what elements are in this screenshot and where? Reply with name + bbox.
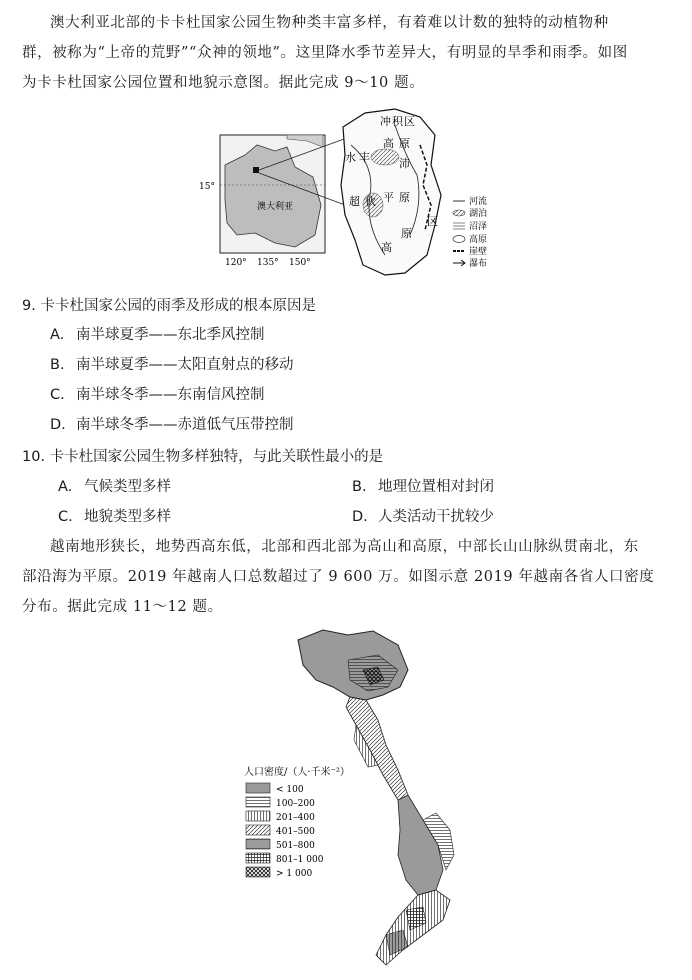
australia-inset-map (199, 135, 325, 268)
kakadu-detail-map (341, 109, 441, 275)
q10-option-c[interactable] (58, 507, 171, 527)
swamp-icon (453, 223, 465, 229)
region-label: 冲 (380, 115, 391, 128)
intro-paragraph-1 (22, 8, 678, 98)
intro-line: 分布。据此完成 11～12 题。 (22, 599, 223, 615)
option-text: 人类活动干扰较少 (378, 509, 494, 525)
option-text: 南半球夏季——太阳直射点的移动 (76, 357, 294, 373)
region-label: 区 (404, 115, 415, 128)
region-label: 水 (345, 151, 356, 164)
option-letter: A. (58, 479, 73, 495)
vietnam-map-shape (298, 630, 454, 965)
option-text: 地理位置相对封闭 (378, 479, 494, 495)
option-text: 南半球冬季——赤道低气压带控制 (76, 417, 294, 433)
region-label: 丰 (359, 151, 370, 164)
legend-label: 河流 (469, 197, 488, 207)
legend-label: 801–1 000 (276, 855, 324, 865)
option-letter: B. (50, 357, 65, 373)
intro-paragraph-2 (22, 532, 678, 622)
density-swatch (246, 839, 270, 849)
density-swatch (246, 783, 270, 793)
density-swatch (246, 853, 270, 863)
vietnam-density-map-figure (238, 625, 488, 975)
region-label: 原 (399, 191, 410, 204)
legend-label: 501–800 (276, 841, 315, 851)
q9-option-c[interactable] (50, 385, 265, 405)
legend-label: > 1 000 (276, 869, 313, 879)
region-label: 伙 (365, 195, 376, 208)
intro-line: 澳大利亚北部的卡卡杜国家公园生物种类丰富多样，有着难以计数的独特的动植物种 (50, 15, 609, 31)
legend-label: < 100 (276, 785, 304, 795)
legend-label: 沼泽 (469, 222, 488, 232)
legend-label: 瀑布 (469, 259, 488, 269)
option-letter: C. (50, 387, 65, 403)
question-10-stem: 10. 卡卡杜国家公园生物多样独特，与此关联性最小的是 (22, 449, 384, 465)
longitude-label: 150° (289, 258, 311, 268)
plateau-icon (453, 236, 465, 243)
lake-icon (453, 210, 465, 216)
legend-label: 201–400 (276, 813, 315, 823)
kakadu-map-figure (195, 105, 515, 280)
q9-option-d[interactable] (50, 415, 294, 435)
option-letter: C. (58, 509, 73, 525)
option-text: 气候类型多样 (84, 479, 171, 495)
q9-option-b[interactable] (50, 355, 294, 375)
q9-option-a[interactable] (50, 325, 265, 345)
q10-option-a[interactable] (58, 477, 171, 497)
intro-line: 部沿海为平原。2019 年越南人口总数超过了 9 600 万。如图示意 2019 年越南各省人口密度 (22, 569, 655, 585)
density-swatch (246, 797, 270, 807)
intro-line: 越南地形狭长，地势西高东低，北部和西北部为高山和高原，中部长山山脉纵贯南北，东 (50, 539, 639, 555)
region-label: 区 (427, 215, 438, 228)
kakadu-legend (453, 195, 487, 269)
q10-option-b[interactable] (352, 477, 494, 497)
option-text: 南半球夏季——东北季风控制 (76, 327, 265, 343)
legend-label: 100–200 (276, 799, 315, 809)
legend-label: 高原 (469, 235, 488, 245)
legend-label: 湖泊 (469, 209, 488, 219)
intro-line: 群，被称为“上帝的荒野”“众神的领地”。这里降水季节差异大，有明显的旱季和雨季。如图 (22, 45, 628, 61)
latitude-label: 15° (199, 182, 215, 192)
inset-country-label: 澳大利亚 (257, 202, 294, 212)
region-label: 原 (401, 227, 412, 240)
density-legend (244, 765, 350, 879)
longitude-label: 120° (225, 258, 247, 268)
region-label: 高 (381, 241, 392, 254)
density-swatch (246, 825, 270, 835)
question-9-stem: 9. 卡卡杜国家公园的雨季及形成的根本原因是 (22, 298, 316, 314)
option-letter: D. (50, 417, 66, 433)
legend-label: 401–500 (276, 827, 315, 837)
region-label: 积 (392, 115, 403, 128)
region-label: 高 (383, 137, 394, 150)
longitude-label: 135° (257, 258, 279, 268)
legend-label: 崖壁 (469, 247, 488, 257)
density-swatch (246, 811, 270, 821)
region-label: 原 (399, 137, 410, 150)
density-swatch (246, 867, 270, 877)
waterfall-icon (453, 260, 465, 266)
intro-line: 为卡卡杜国家公园位置和地貌示意图。据此完成 9～10 题。 (22, 75, 425, 91)
region-label: 平 (383, 191, 394, 204)
option-letter: B. (352, 479, 367, 495)
region-label: 沛 (399, 157, 410, 170)
legend-title: 人口密度/（人·千米⁻²） (244, 767, 350, 778)
region-label: 超 (349, 195, 360, 208)
q10-option-d[interactable] (352, 507, 494, 527)
option-text: 地貌类型多样 (84, 509, 171, 525)
option-letter: A. (50, 327, 65, 343)
option-letter: D. (352, 509, 368, 525)
option-text: 南半球冬季——东南信风控制 (76, 387, 265, 403)
